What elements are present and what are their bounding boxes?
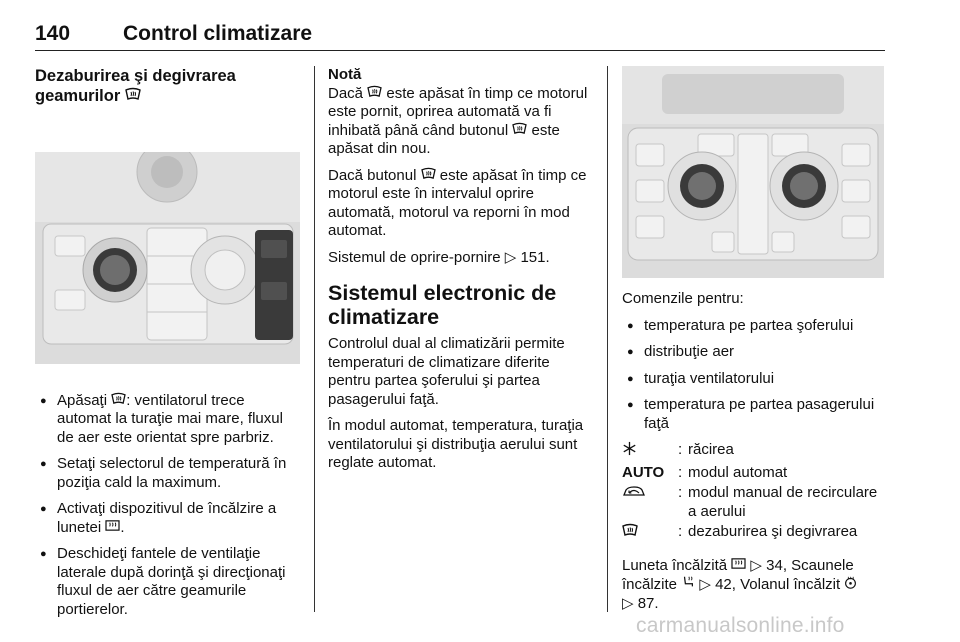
climate-panel-illustration-right (622, 66, 884, 278)
list-item: ● Deschideţi fantele de ventilaţie laterale după dorinţă şi direcţionaţi fluxul de aer către geamurile portierelor. (35, 545, 300, 619)
note-title: Notă (328, 66, 362, 83)
defrost-steps (35, 392, 300, 620)
snowflake-icon (622, 441, 637, 456)
symbol-legend (622, 441, 887, 543)
reference-arrow-icon: ▷ (750, 556, 762, 574)
column-divider (607, 66, 608, 612)
section-heading-climate: Sistemul electronic de climatizare (328, 281, 557, 329)
windshield-defrost-icon (512, 122, 527, 135)
list-item: ● temperatura pe partea şoferului (622, 317, 887, 336)
list-item: ● turaţia ventilatorului (622, 370, 887, 389)
list-item: ● distribuţie aer (622, 343, 887, 362)
reference-arrow-icon: ▷ (699, 576, 711, 593)
windshield-defrost-icon (367, 85, 382, 98)
list-item: ● temperatura pe partea pasagerului faţă (622, 396, 887, 433)
reference-arrow-icon: ▷ (622, 594, 634, 612)
column-middle (328, 66, 594, 481)
legend-row: : modul manual de recirculare a aerului (622, 484, 887, 521)
section-heading-defrost: Dezaburirea şi degivrarea geamurilor (35, 67, 236, 105)
heated-seat-icon (681, 575, 695, 589)
auto-label: AUTO (622, 463, 665, 481)
column-right (622, 290, 887, 621)
page-number: 140 (35, 22, 71, 45)
windshield-defrost-icon (421, 167, 436, 180)
car-recirculation-icon (622, 484, 646, 498)
windshield-defrost-icon (111, 392, 126, 405)
rear-window-heat-icon (731, 557, 746, 570)
legend-row: AUTO : modul automat (622, 463, 788, 481)
column-divider (314, 66, 315, 612)
column-left (35, 66, 300, 627)
controls-intro: Comenzile pentru: (622, 290, 744, 307)
note-paragraph: Dacă este apăsat în timp ce motorul este pornit, oprirea automată va fi inhibată până când butonul este apăsat din nou. (328, 84, 588, 157)
windshield-defrost-icon (622, 523, 638, 537)
legend-row: : dezaburirea şi degivrarea (622, 523, 887, 543)
cross-reference[interactable]: Sistemul de oprire-pornire ▷ 151. (328, 248, 550, 266)
list-item: ● Activaţi dispozitivul de încălzire a lunetei . (35, 500, 300, 537)
legend-row: : răcirea (622, 441, 887, 462)
list-item: ● Apăsaţi : ventilatorul trece automat la turaţie mai mare, fluxul de aer este orientat spre parbriz. (35, 392, 300, 448)
rear-window-heat-icon (105, 519, 120, 532)
climate-panel-illustration-left (35, 152, 300, 364)
note-paragraph: Dacă butonul este apăsat în timp ce motorul este în intervalul oprire automată, motorul va reporni în mod automat. (328, 166, 587, 239)
heated-steering-wheel-icon (844, 576, 857, 589)
windshield-defrost-icon (125, 87, 141, 101)
list-item: ● Setaţi selectorul de temperatură în poziţia cald la maximum. (35, 455, 300, 492)
page-header (35, 22, 885, 51)
page-title: Control climatizare (123, 22, 313, 45)
paragraph: Controlul dual al climatizării permite temperaturi de climatizare diferite pentru partea şoferului şi partea pasagerului faţă. (328, 335, 565, 408)
watermark: carmanualsonline.info (636, 614, 845, 637)
controls-list (622, 317, 887, 434)
paragraph: În modul automat, temperatura, turaţia ventilatorului şi distribuţia aerului sunt reglate automat. (328, 417, 584, 471)
cross-references: Luneta încălzită ▷ 34, Scaunele încălzite ▷ 42, Volanul încălzit ▷ 87. (622, 557, 887, 614)
reference-arrow-icon: ▷ (504, 248, 517, 266)
